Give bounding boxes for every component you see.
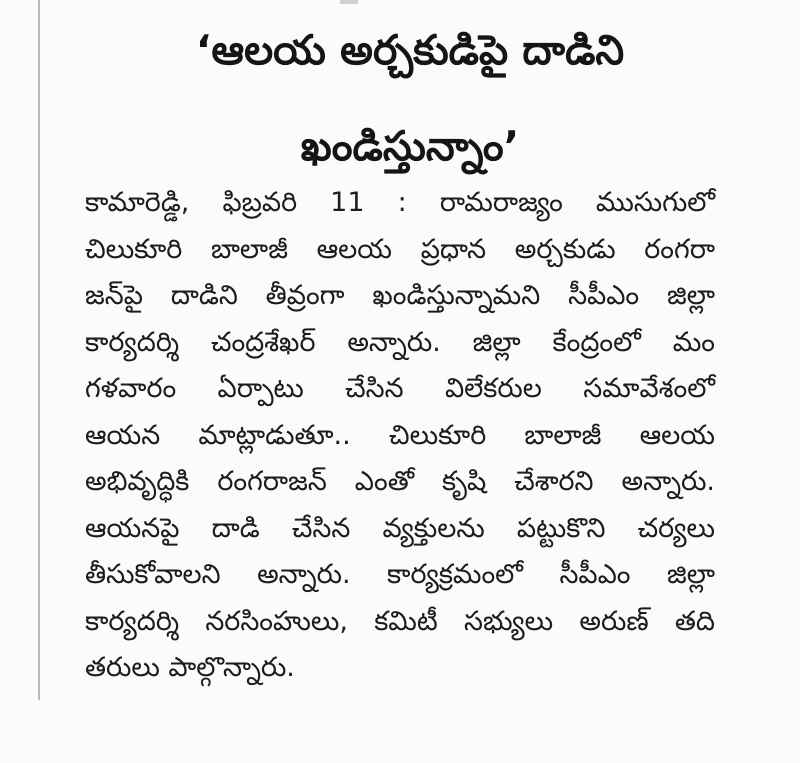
article-line: ఆయనపై దాడి చేసిన వ్యక్తులను పట్టుకొని చర్యలు bbox=[85, 512, 715, 544]
article-line: తీసుకోవాలని అన్నారు. కార్యక్రమంలో సీపీఎం జిల్లా bbox=[85, 559, 715, 590]
column-divider bbox=[38, 0, 40, 700]
article-line: ఆయన మాట్లాడుతూ.. చిలుకూరి బాలాజీ ఆలయ bbox=[85, 419, 715, 451]
headline-line-1: ‘ఆలయ అర్చకుడిపై దాడిని bbox=[195, 26, 625, 74]
article-line: జన్‌పై దాడిని తీవ్రంగా ఖండిస్తున్నామని సీపీఎం జిల్లా bbox=[85, 280, 715, 311]
article-line: కార్యదర్శి చంద్రశేఖర్ అన్నారు. జిల్లా కేంద్రంలో మం bbox=[85, 326, 715, 358]
article-line: అభివృద్ధికి రంగరాజన్ ఎంతో కృషి చేశారని అన్నారు. bbox=[85, 466, 715, 497]
top-edge-mark bbox=[340, 0, 358, 4]
article-line: తరులు పాల్గొన్నారు. bbox=[85, 652, 295, 683]
headline-line-2: ఖండిస్తున్నాం’ bbox=[300, 122, 520, 170]
article-line: చిలుకూరి బాలాజీ ఆలయ ప్రధాన అర్చకుడు రంగరా bbox=[85, 233, 715, 265]
article-line: కార్యదర్శి నరసింహులు, కమిటీ సభ్యులు అరుణ్ తది bbox=[85, 605, 715, 637]
article-body bbox=[85, 180, 715, 692]
article-line: కామారెడ్డి, ఫిబ్రవరి 11 : రామరాజ్యం ముసుగులో bbox=[85, 187, 715, 218]
article-line: గళవారం ఏర్పాటు చేసిన విలేకరుల సమావేశంలో bbox=[85, 373, 715, 404]
